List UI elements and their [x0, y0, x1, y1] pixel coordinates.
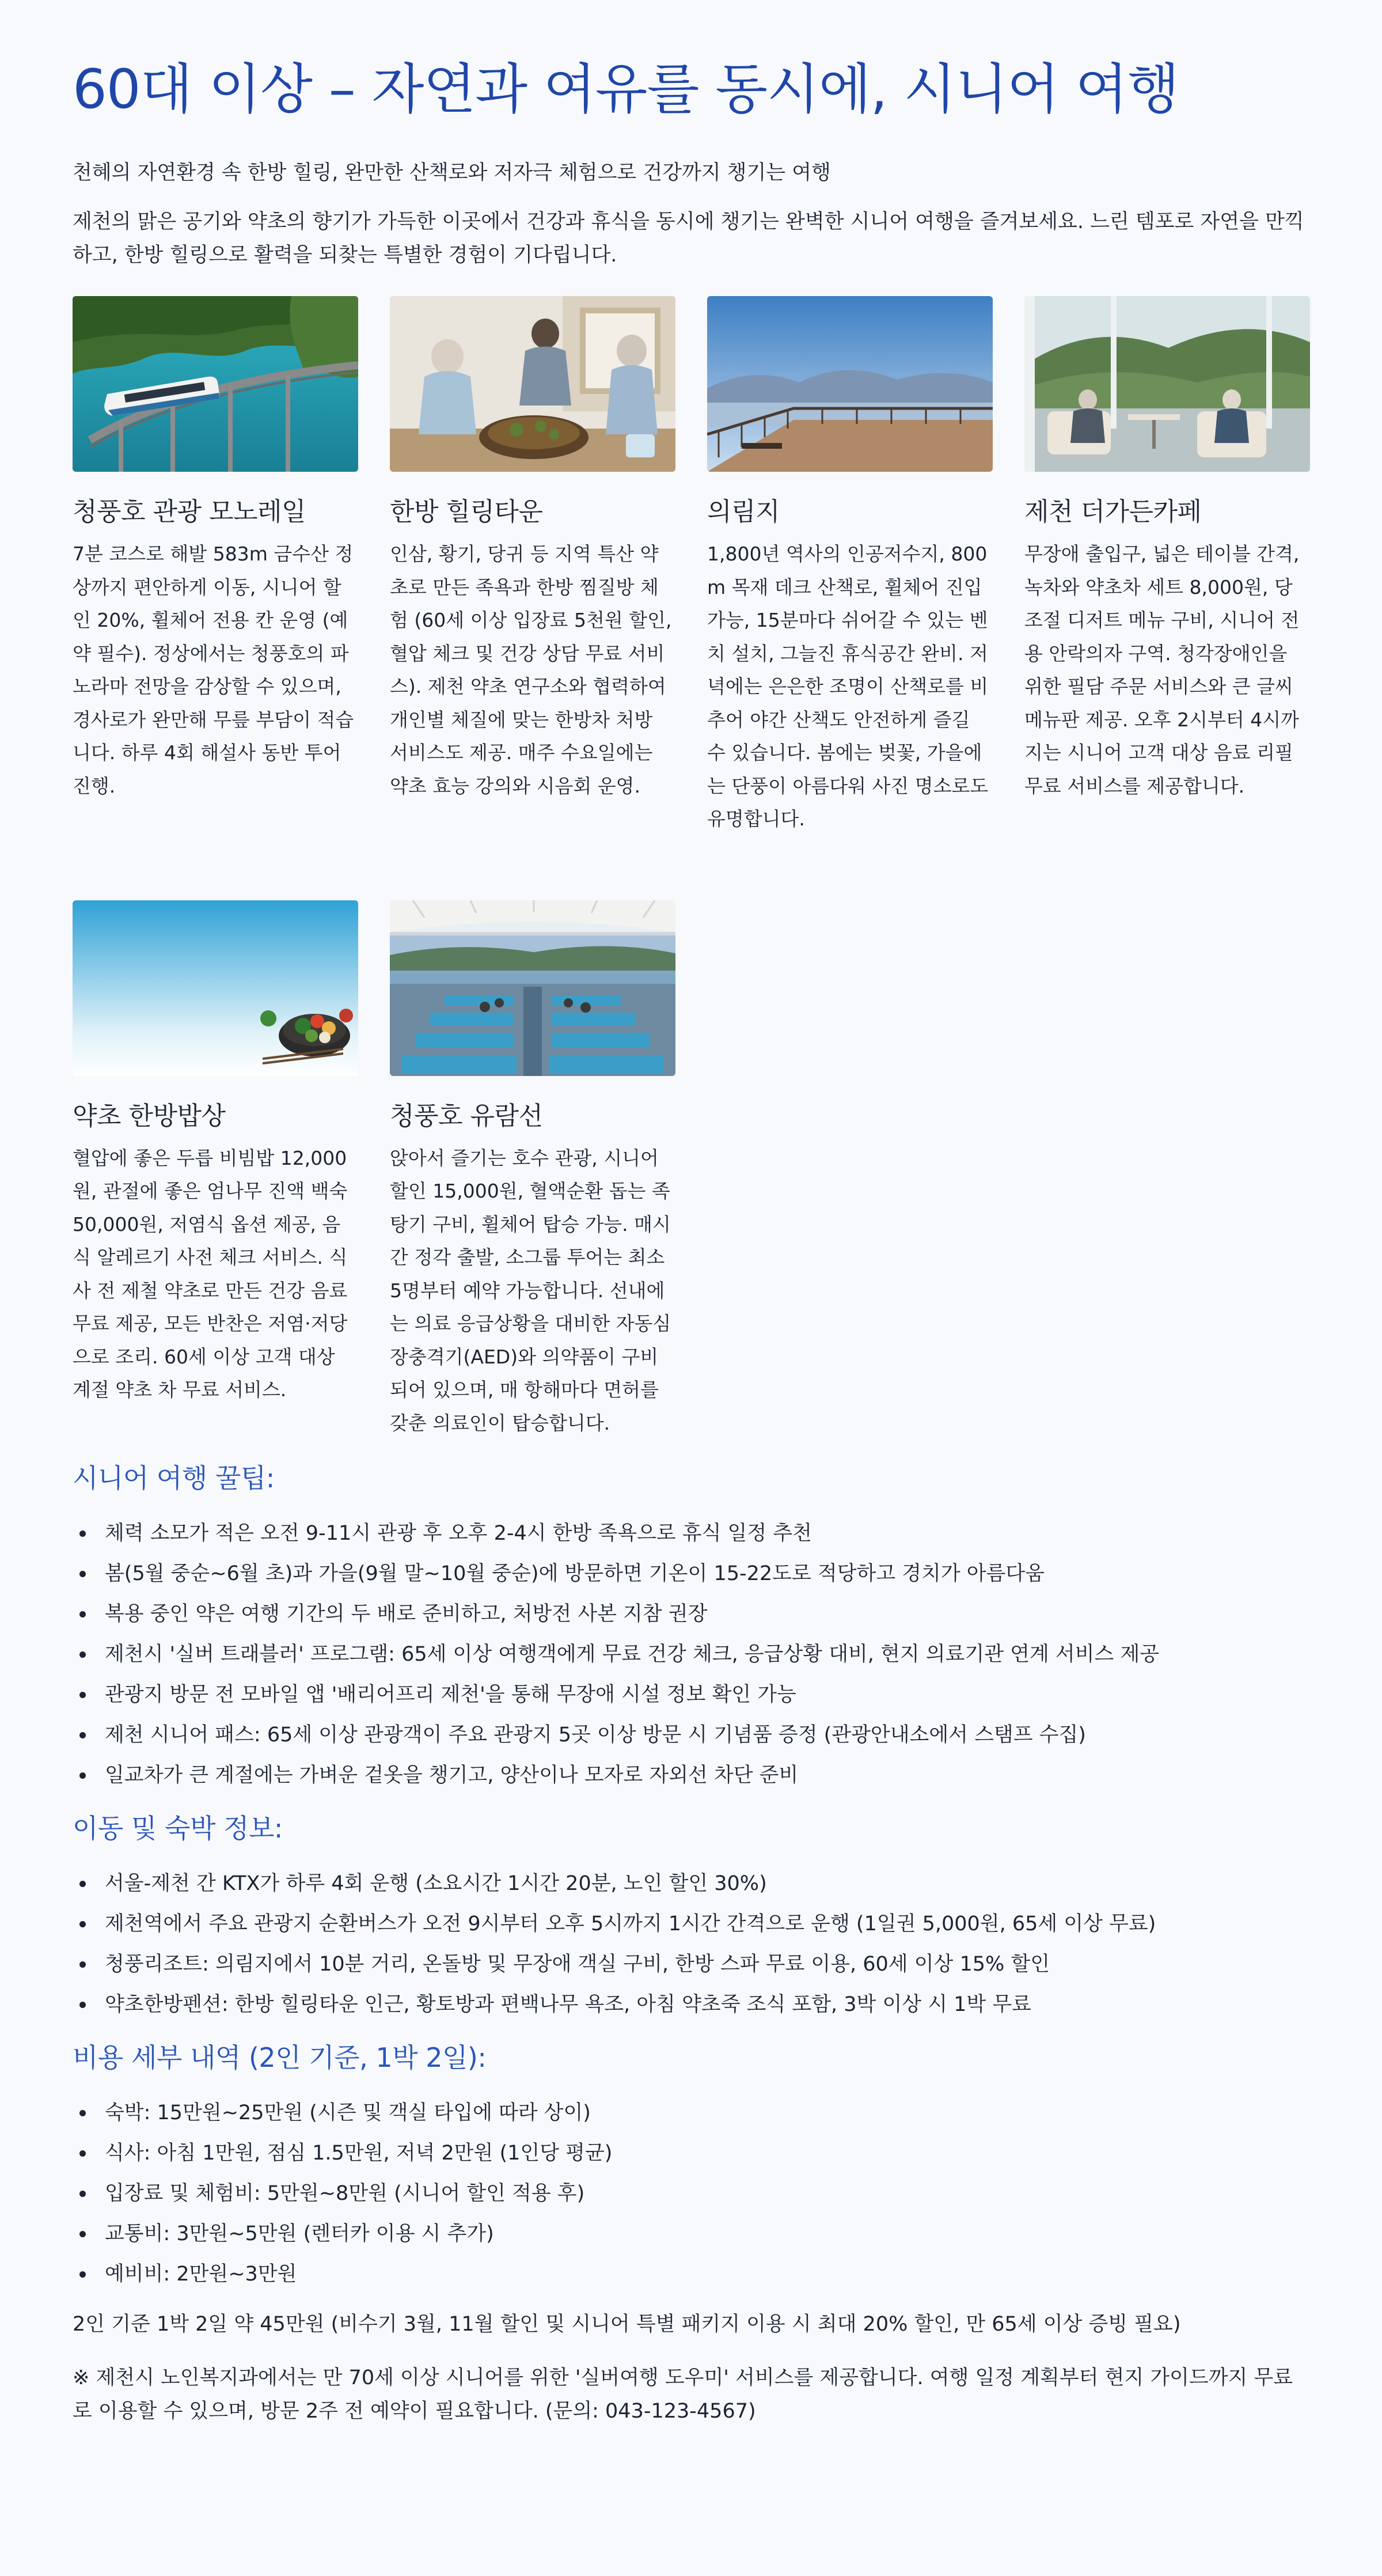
attraction-desc: 앉아서 즐기는 호수 관광, 시니어 할인 15,000원, 혈액순환 돕는 족탕기 구비, 휠체어 탑승 가능. 매시간 정각 출발, 소그룹 투어는 최소 5명부터 예약 가능합니다. 선내에는 의료 응급상황을 대비한 자동심장충격기(AED)와 의약품이 구비되어 있으며, 매 항해마다 면허를 갖춘 의료인이 탑승합니다.	[390, 1146, 671, 1434]
herbal-footbath-photo	[390, 296, 675, 472]
list-item: 예비비: 2만원~3만원	[73, 2254, 1309, 2294]
list-item: 제천역에서 주요 관광지 순환버스가 오전 9시부터 오후 5시까지 1시간 간격으로 운행 (1일권 5,000원, 65세 이상 무료)	[73, 1904, 1309, 1944]
transport-heading: 이동 및 숙박 정보:	[73, 1813, 283, 1844]
cruise-boat-photo	[390, 900, 675, 1076]
attraction-title: 약초 한방밥상	[73, 1101, 226, 1131]
list-item: 청풍리조트: 의림지에서 10분 거리, 온돌방 및 무장애 객실 구비, 한방 스파 무료 이용, 60세 이상 15% 할인	[73, 1944, 1309, 1984]
list-item: 식사: 아침 1만원, 점심 1.5만원, 저녁 2만원 (1인당 평균)	[73, 2133, 1309, 2173]
page-title: 60대 이상 – 자연과 여유를 동시에, 시니어 여행	[73, 58, 1179, 121]
cafe-photo	[1024, 296, 1310, 472]
attraction-desc: 7분 코스로 해발 583m 금수산 정상까지 편안하게 이동, 시니어 할인 20%, 휠체어 전용 칸 운영 (예약 필수). 정상에서는 청풍호의 파노라마 전망을 감상할 수 있으며, 경사로가 완만해 무릎 부담이 적습니다. 하루 4회 해설사 동반 투어 진행.	[73, 543, 354, 797]
transport-list	[73, 1863, 1309, 2025]
cost-heading: 비용 세부 내역 (2인 기준, 1박 2일):	[73, 2042, 487, 2073]
page-intro: 제천의 맑은 공기와 약초의 향기가 가득한 이곳에서 건강과 휴식을 동시에 챙기는 완벽한 시니어 여행을 즐겨보세요. 느린 템포로 자연을 만끽하고, 한방 힐링으로 활력을 되찾는 특별한 경험이 기다립니다.	[73, 210, 1304, 267]
lake-deck-photo	[707, 296, 993, 472]
attraction-title: 청풍호 관광 모노레일	[73, 497, 306, 526]
list-item: 제천시 '실버 트래블러' 프로그램: 65세 이상 여행객에게 무료 건강 체크, 응급상황 대비, 현지 의료기관 연계 서비스 제공	[73, 1634, 1309, 1675]
silver-helper-note: ※ 제천시 노인복지과에서는 만 70세 이상 시니어를 위한 '실버여행 도우미' 서비스를 제공합니다. 여행 일정 계획부터 현지 가이드까지 무료로 이용할 수 있으며, 방문 2주 전 예약이 필요합니다. (문의: 043-123-4567)	[73, 2366, 1293, 2423]
bibimbap-photo	[73, 900, 358, 1076]
attraction-card	[390, 900, 675, 1440]
attraction-card	[707, 296, 993, 836]
list-item: 입장료 및 체험비: 5만원~8만원 (시니어 할인 적용 후)	[73, 2173, 1309, 2214]
attraction-title: 의림지	[707, 497, 780, 526]
list-item: 숙박: 15만원~25만원 (시즌 및 객실 타입에 따라 상이)	[73, 2093, 1309, 2133]
attraction-desc: 1,800년 역사의 인공저수지, 800m 목재 데크 산책로, 휠체어 진입 가능, 15분마다 쉬어갈 수 있는 벤치 설치, 그늘진 휴식공간 완비. 저녁에는 은은한 조명이 산책로를 비추어 야간 산책도 안전하게 즐길 수 있습니다. 봄에는 벚꽃, 가을에는 단풍이 아름다워 사진 명소로도 유명합니다.	[707, 543, 989, 830]
list-item: 복용 중인 약은 여행 기간의 두 배로 준비하고, 처방전 사본 지참 권장	[73, 1594, 1309, 1634]
attraction-title: 제천 더가든카페	[1024, 497, 1202, 526]
list-item: 서울-제천 간 KTX가 하루 4회 운행 (소요시간 1시간 20분, 노인 할인 30%)	[73, 1863, 1309, 1904]
tips-list	[73, 1513, 1309, 1795]
attraction-desc: 인삼, 황기, 당귀 등 지역 특산 약초로 만든 족욕과 한방 찜질방 체험 (60세 이상 입장료 5천원 할인, 혈압 체크 및 건강 상담 무료 서비스). 제천 약초 연구소와 협력하여 개인별 체질에 맞는 한방차 처방 서비스도 제공. 매주 수요일에는 약초 효능 강의와 시음회 운영.	[390, 543, 672, 797]
attraction-card	[73, 296, 358, 836]
cost-total: 2인 기준 1박 2일 약 45만원 (비수기 3월, 11월 할인 및 시니어 특별 패키지 이용 시 최대 20% 할인, 만 65세 이상 증빙 필요)	[73, 2313, 1181, 2336]
attraction-card	[1024, 296, 1310, 836]
attraction-grid	[73, 296, 1309, 1439]
attraction-card	[73, 900, 358, 1440]
page-subtitle: 천혜의 자연환경 속 한방 힐링, 완만한 산책로와 저자극 체험으로 건강까지 챙기는 여행	[73, 161, 831, 184]
attraction-title: 한방 힐링타운	[390, 497, 543, 526]
tips-heading: 시니어 여행 꿀팁:	[73, 1463, 275, 1494]
cost-list	[73, 2093, 1309, 2294]
attraction-desc: 혈압에 좋은 두릅 비빔밥 12,000원, 관절에 좋은 엄나무 진액 백숙 50,000원, 저염식 옵션 제공, 음식 알레르기 사전 체크 서비스. 식사 전 제철 약초로 만든 건강 음료 무료 제공, 모든 반찬은 저염·저당으로 조리. 60세 이상 고객 대상 계절 약초 차 무료 서비스.	[73, 1146, 348, 1401]
attraction-title: 청풍호 유람선	[390, 1101, 543, 1131]
list-item: 일교차가 큰 계절에는 가벼운 겉옷을 챙기고, 양산이나 모자로 자외선 차단 준비	[73, 1755, 1309, 1795]
list-item: 체력 소모가 적은 오전 9-11시 관광 후 오후 2-4시 한방 족욕으로 휴식 일정 추천	[73, 1513, 1309, 1554]
list-item: 제천 시니어 패스: 65세 이상 관광객이 주요 관광지 5곳 이상 방문 시 기념품 증정 (관광안내소에서 스탬프 수집)	[73, 1715, 1309, 1755]
list-item: 약초한방펜션: 한방 힐링타운 인근, 황토방과 편백나무 욕조, 아침 약초죽 조식 포함, 3박 이상 시 1박 무료	[73, 1984, 1309, 2025]
list-item: 관광지 방문 전 모바일 앱 '배리어프리 제천'을 통해 무장애 시설 정보 확인 가능	[73, 1675, 1309, 1715]
list-item: 봄(5월 중순~6월 초)과 가을(9월 말~10월 중순)에 방문하면 기온이 15-22도로 적당하고 경치가 아름다움	[73, 1554, 1309, 1594]
monorail-photo	[73, 296, 358, 472]
list-item: 교통비: 3만원~5만원 (렌터카 이용 시 추가)	[73, 2214, 1309, 2254]
attraction-card	[390, 296, 675, 836]
attraction-desc: 무장애 출입구, 넓은 테이블 간격, 녹차와 약초차 세트 8,000원, 당 조절 디저트 메뉴 구비, 시니어 전용 안락의자 구역. 청각장애인을 위한 필담 주문 서비스와 큰 글씨 메뉴판 제공. 오후 2시부터 4시까지는 시니어 고객 대상 음료 리필 무료 서비스를 제공합니다.	[1024, 543, 1300, 797]
